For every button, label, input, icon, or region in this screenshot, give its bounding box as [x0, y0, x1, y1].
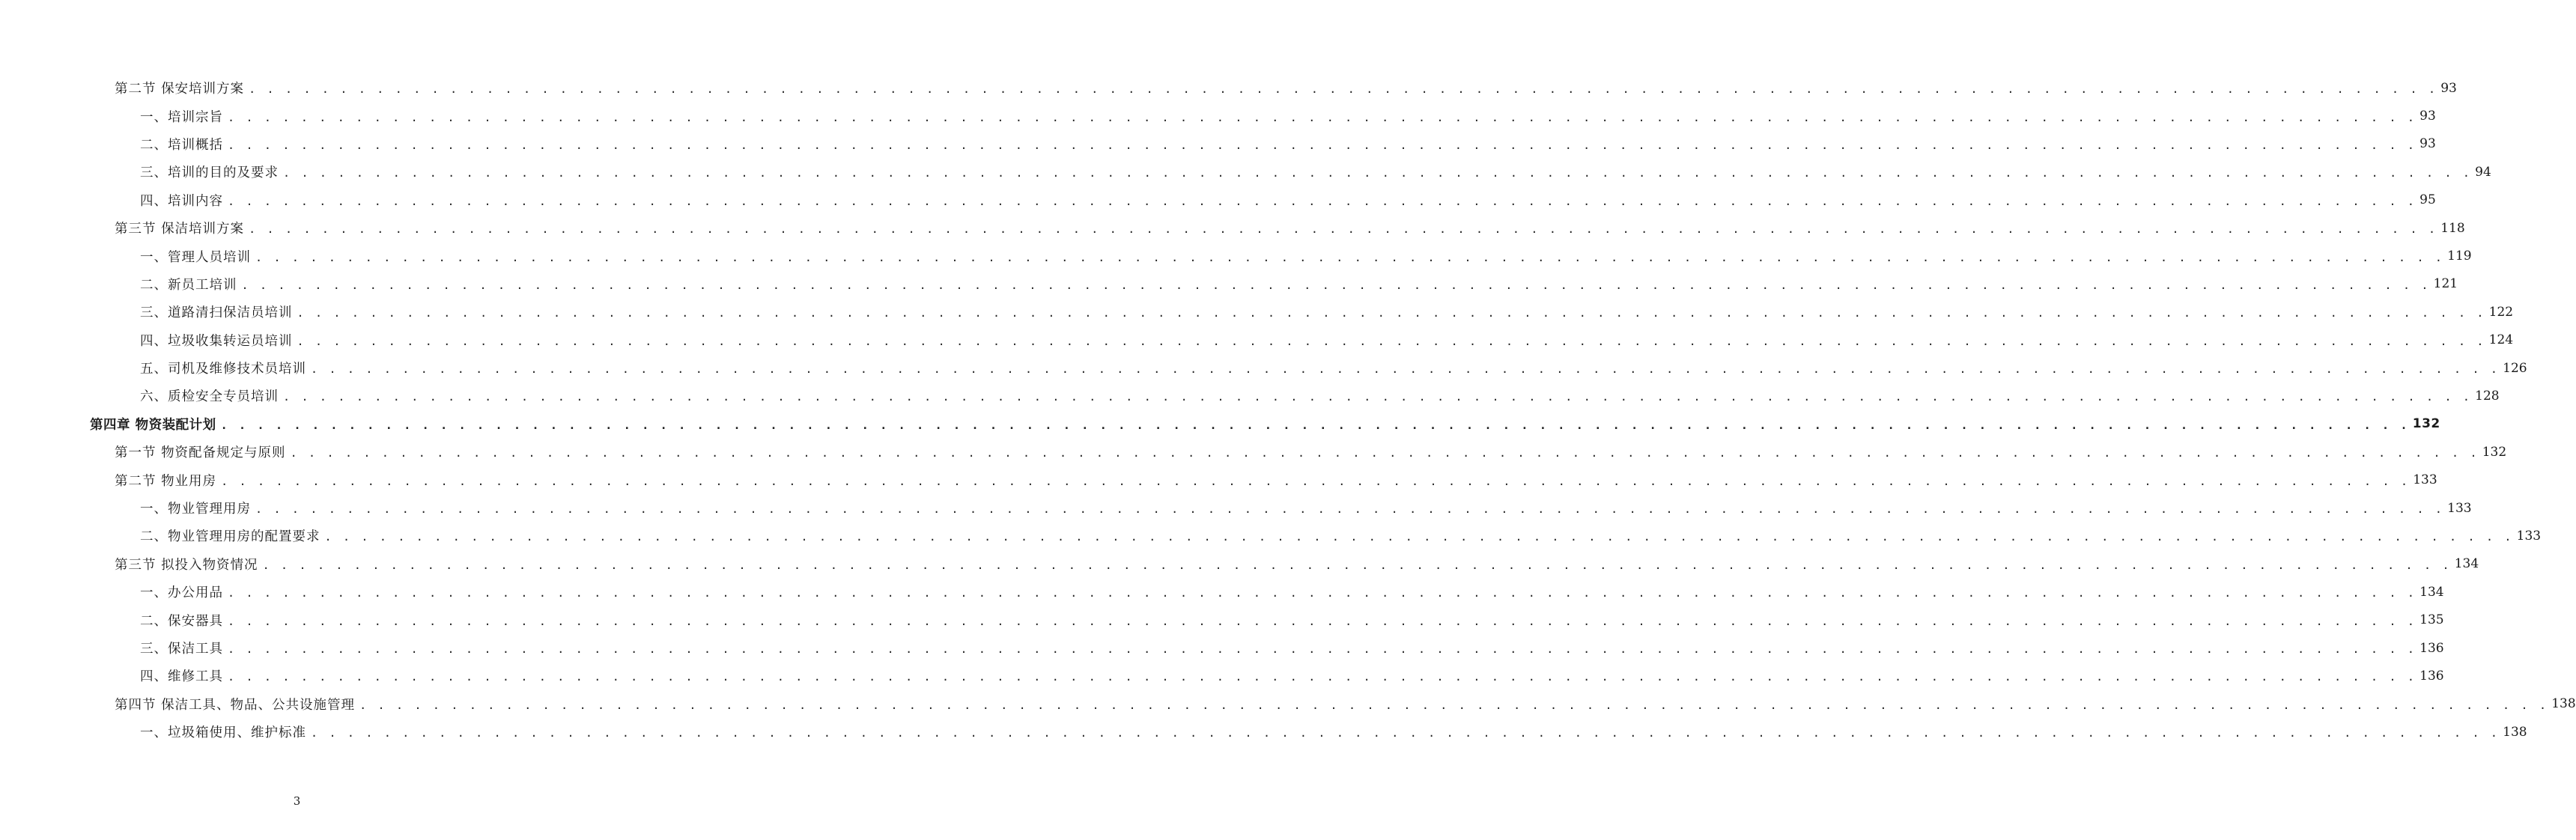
toc-entry-label: 二、物业管理用房的配置要求 — [140, 526, 325, 545]
toc-section-entry — [0, 438, 2507, 466]
toc-chapter-entry — [0, 410, 2440, 438]
toc-subsection-entry — [0, 662, 2444, 690]
toc-leader-dots: . . . . . . . . . . . . . . . . . . . . . . . . . . . . . . . . . . . . . . . . . . . . . . . . . . . . . . . . . . . . . . . . . . . . . . . . . . . . . . . . . . . . . . . . . . . . . . . . . . . . . . . . . . . . . . . . . . . . . . . . — [359, 698, 2549, 712]
toc-leader-dots: . . . . . . . . . . . . . . . . . . . . . . . . . . . . . . . . . . . . . . . . . . . . . . . . . . . . . . . . . . . . . . . . . . . . . . . . . . . . . . . . . . . . . . . . . . . . . . . . . . . . . . . . . . . . . . . . . . . . . . . . — [220, 418, 2410, 432]
toc-subsection-entry — [0, 158, 2491, 186]
toc-entry-page: 136 — [2419, 640, 2444, 656]
toc-subsection-entry — [0, 522, 2542, 550]
toc-entry-label: 一、办公用品 — [140, 582, 228, 601]
toc-entry-label: 第一节 物资配备规定与原则 — [115, 442, 291, 461]
toc-subsection-entry — [0, 718, 2527, 746]
toc-entry-page: 93 — [2419, 136, 2436, 152]
toc-section-entry — [0, 690, 2576, 718]
toc-leader-dots: . . . . . . . . . . . . . . . . . . . . . . . . . . . . . . . . . . . . . . . . . . . . . . . . . . . . . . . . . . . . . . . . . . . . . . . . . . . . . . . . . . . . . . . . . . . . . . . . . . . . . . . . . . . . . . . . . . . . . . . . — [228, 586, 2417, 600]
toc-entry-label: 四、维修工具 — [140, 666, 228, 685]
toc-entry-page: 134 — [2419, 584, 2444, 600]
toc-section-entry — [0, 74, 2457, 102]
toc-entry-label: 四、垃圾收集转运员培训 — [140, 331, 297, 350]
toc-entry-page: 133 — [2413, 472, 2437, 488]
toc-entry-label: 二、培训概括 — [140, 135, 228, 153]
toc-entry-label: 一、培训宗旨 — [140, 107, 228, 126]
toc-leader-dots: . . . . . . . . . . . . . . . . . . . . . . . . . . . . . . . . . . . . . . . . . . . . . . . . . . . . . . . . . . . . . . . . . . . . . . . . . . . . . . . . . . . . . . . . . . . . . . . . . . . . . . . . . . . . . . . . . . . . . . . . — [283, 166, 2473, 180]
toc-subsection-entry — [0, 186, 2436, 214]
toc-subsection-entry — [0, 634, 2444, 662]
toc-entry-label: 第二节 保安培训方案 — [115, 79, 249, 97]
toc-leader-dots: . . . . . . . . . . . . . . . . . . . . . . . . . . . . . . . . . . . . . . . . . . . . . . . . . . . . . . . . . . . . . . . . . . . . . . . . . . . . . . . . . . . . . . . . . . . . . . . . . . . . . . . . . . . . . . . . . . . . . . . . — [255, 250, 2445, 264]
toc-entry-page: 124 — [2488, 332, 2514, 348]
toc-leader-dots: . . . . . . . . . . . . . . . . . . . . . . . . . . . . . . . . . . . . . . . . . . . . . . . . . . . . . . . . . . . . . . . . . . . . . . . . . . . . . . . . . . . . . . . . . . . . . . . . . . . . . . . . . . . . . . . . . . . . . . . . — [283, 390, 2473, 404]
toc-leader-dots: . . . . . . . . . . . . . . . . . . . . . . . . . . . . . . . . . . . . . . . . . . . . . . . . . . . . . . . . . . . . . . . . . . . . . . . . . . . . . . . . . . . . . . . . . . . . . . . . . . . . . . . . . . . . . . . . . . . . . . . . — [228, 138, 2417, 152]
toc-leader-dots: . . . . . . . . . . . . . . . . . . . . . . . . . . . . . . . . . . . . . . . . . . . . . . . . . . . . . . . . . . . . . . . . . . . . . . . . . . . . . . . . . . . . . . . . . . . . . . . . . . . . . . . . . . . . . . . . . . . . . . . . — [228, 614, 2417, 628]
toc-entry-page: 94 — [2475, 164, 2491, 180]
toc-entry-page: 126 — [2503, 360, 2527, 376]
toc-subsection-entry — [0, 606, 2444, 633]
toc-leader-dots: . . . . . . . . . . . . . . . . . . . . . . . . . . . . . . . . . . . . . . . . . . . . . . . . . . . . . . . . . . . . . . . . . . . . . . . . . . . . . . . . . . . . . . . . . . . . . . . . . . . . . . . . . . . . . . . . . . . . . . . . — [262, 558, 2452, 572]
toc-leader-dots: . . . . . . . . . . . . . . . . . . . . . . . . . . . . . . . . . . . . . . . . . . . . . . . . . . . . . . . . . . . . . . . . . . . . . . . . . . . . . . . . . . . . . . . . . . . . . . . . . . . . . . . . . . . . . . . . . . . . . . . . — [324, 530, 2514, 544]
toc-subsection-entry — [0, 382, 2500, 410]
toc-entry-page: 118 — [2440, 220, 2465, 236]
toc-leader-dots: . . . . . . . . . . . . . . . . . . . . . . . . . . . . . . . . . . . . . . . . . . . . . . . . . . . . . . . . . . . . . . . . . . . . . . . . . . . . . . . . . . . . . . . . . . . . . . . . . . . . . . . . . . . . . . . . . . . . . . . . — [228, 642, 2417, 656]
toc-entry-page: 93 — [2419, 109, 2436, 124]
toc-entry-label: 二、新员工培训 — [140, 275, 242, 293]
table-of-contents — [0, 74, 2576, 746]
toc-entry-label: 二、保安器具 — [140, 611, 228, 630]
toc-entry-page: 122 — [2488, 304, 2514, 320]
toc-subsection-entry — [0, 578, 2444, 606]
toc-entry-label: 第四章 物资装配计划 — [90, 415, 221, 433]
toc-entry-label: 六、质检安全专员培训 — [140, 386, 283, 405]
toc-entry-page: 138 — [2503, 724, 2527, 740]
toc-section-entry — [0, 550, 2479, 578]
toc-leader-dots: . . . . . . . . . . . . . . . . . . . . . . . . . . . . . . . . . . . . . . . . . . . . . . . . . . . . . . . . . . . . . . . . . . . . . . . . . . . . . . . . . . . . . . . . . . . . . . . . . . . . . . . . . . . . . . . . . . . . . . . . — [249, 222, 2438, 237]
toc-entry-page: 93 — [2440, 80, 2457, 96]
toc-leader-dots: . . . . . . . . . . . . . . . . . . . . . . . . . . . . . . . . . . . . . . . . . . . . . . . . . . . . . . . . . . . . . . . . . . . . . . . . . . . . . . . . . . . . . . . . . . . . . . . . . . . . . . . . . . . . . . . . . . . . . . . . — [311, 362, 2500, 377]
toc-leader-dots: . . . . . . . . . . . . . . . . . . . . . . . . . . . . . . . . . . . . . . . . . . . . . . . . . . . . . . . . . . . . . . . . . . . . . . . . . . . . . . . . . . . . . . . . . . . . . . . . . . . . . . . . . . . . . . . . . . . . . . . . — [290, 446, 2479, 460]
toc-leader-dots: . . . . . . . . . . . . . . . . . . . . . . . . . . . . . . . . . . . . . . . . . . . . . . . . . . . . . . . . . . . . . . . . . . . . . . . . . . . . . . . . . . . . . . . . . . . . . . . . . . . . . . . . . . . . . . . . . . . . . . . . — [241, 278, 2431, 292]
toc-entry-label: 五、司机及维修技术员培训 — [140, 359, 311, 377]
toc-subsection-entry — [0, 130, 2436, 158]
toc-leader-dots: . . . . . . . . . . . . . . . . . . . . . . . . . . . . . . . . . . . . . . . . . . . . . . . . . . . . . . . . . . . . . . . . . . . . . . . . . . . . . . . . . . . . . . . . . . . . . . . . . . . . . . . . . . . . . . . . . . . . . . . . — [221, 474, 2411, 488]
toc-entry-page: 132 — [2412, 416, 2440, 432]
toc-entry-page: 133 — [2516, 528, 2542, 544]
toc-entry-page: 138 — [2551, 696, 2576, 712]
toc-entry-page: 134 — [2454, 556, 2479, 572]
toc-subsection-entry — [0, 270, 2458, 298]
toc-leader-dots: . . . . . . . . . . . . . . . . . . . . . . . . . . . . . . . . . . . . . . . . . . . . . . . . . . . . . . . . . . . . . . . . . . . . . . . . . . . . . . . . . . . . . . . . . . . . . . . . . . . . . . . . . . . . . . . . . . . . . . . . — [249, 82, 2438, 97]
toc-entry-label: 一、管理人员培训 — [140, 247, 255, 266]
toc-leader-dots: . . . . . . . . . . . . . . . . . . . . . . . . . . . . . . . . . . . . . . . . . . . . . . . . . . . . . . . . . . . . . . . . . . . . . . . . . . . . . . . . . . . . . . . . . . . . . . . . . . . . . . . . . . . . . . . . . . . . . . . . — [311, 726, 2500, 740]
toc-entry-label: 第四节 保洁工具、物品、公共设施管理 — [115, 695, 359, 713]
toc-entry-page: 132 — [2482, 444, 2507, 460]
toc-leader-dots: . . . . . . . . . . . . . . . . . . . . . . . . . . . . . . . . . . . . . . . . . . . . . . . . . . . . . . . . . . . . . . . . . . . . . . . . . . . . . . . . . . . . . . . . . . . . . . . . . . . . . . . . . . . . . . . . . . . . . . . . — [255, 502, 2445, 517]
toc-entry-label: 一、垃圾箱使用、维护标准 — [140, 722, 311, 741]
toc-leader-dots: . . . . . . . . . . . . . . . . . . . . . . . . . . . . . . . . . . . . . . . . . . . . . . . . . . . . . . . . . . . . . . . . . . . . . . . . . . . . . . . . . . . . . . . . . . . . . . . . . . . . . . . . . . . . . . . . . . . . . . . . — [297, 334, 2486, 348]
toc-subsection-entry — [0, 354, 2527, 382]
toc-entry-page: 128 — [2475, 388, 2500, 404]
toc-section-entry — [0, 466, 2437, 493]
toc-entry-label: 一、物业管理用房 — [140, 499, 255, 517]
toc-subsection-entry — [0, 326, 2514, 354]
toc-subsection-entry — [0, 242, 2472, 270]
toc-entry-page: 136 — [2419, 668, 2444, 684]
toc-leader-dots: . . . . . . . . . . . . . . . . . . . . . . . . . . . . . . . . . . . . . . . . . . . . . . . . . . . . . . . . . . . . . . . . . . . . . . . . . . . . . . . . . . . . . . . . . . . . . . . . . . . . . . . . . . . . . . . . . . . . . . . . — [228, 670, 2417, 684]
toc-leader-dots: . . . . . . . . . . . . . . . . . . . . . . . . . . . . . . . . . . . . . . . . . . . . . . . . . . . . . . . . . . . . . . . . . . . . . . . . . . . . . . . . . . . . . . . . . . . . . . . . . . . . . . . . . . . . . . . . . . . . . . . . — [297, 306, 2486, 320]
toc-entry-label: 第三节 保洁培训方案 — [115, 219, 249, 237]
toc-subsection-entry — [0, 494, 2472, 522]
toc-section-entry — [0, 214, 2465, 242]
toc-entry-label: 四、培训内容 — [140, 191, 228, 210]
toc-leader-dots: . . . . . . . . . . . . . . . . . . . . . . . . . . . . . . . . . . . . . . . . . . . . . . . . . . . . . . . . . . . . . . . . . . . . . . . . . . . . . . . . . . . . . . . . . . . . . . . . . . . . . . . . . . . . . . . . . . . . . . . . — [228, 110, 2417, 124]
toc-entry-label: 第三节 拟投入物资情况 — [115, 555, 263, 573]
toc-entry-page: 121 — [2433, 276, 2458, 292]
toc-entry-label: 第二节 物业用房 — [115, 471, 221, 490]
toc-leader-dots: . . . . . . . . . . . . . . . . . . . . . . . . . . . . . . . . . . . . . . . . . . . . . . . . . . . . . . . . . . . . . . . . . . . . . . . . . . . . . . . . . . . . . . . . . . . . . . . . . . . . . . . . . . . . . . . . . . . . . . . . — [228, 194, 2417, 208]
toc-entry-page: 135 — [2419, 612, 2444, 628]
toc-entry-label: 三、保洁工具 — [140, 639, 228, 657]
toc-entry-label: 三、培训的目的及要求 — [140, 162, 283, 181]
toc-entry-page: 119 — [2447, 249, 2472, 264]
toc-subsection-entry — [0, 298, 2514, 326]
toc-subsection-entry — [0, 102, 2436, 130]
page-number: 3 — [293, 794, 301, 808]
toc-entry-label: 三、道路清扫保洁员培训 — [140, 302, 297, 321]
toc-entry-page: 133 — [2447, 500, 2472, 516]
toc-entry-page: 95 — [2419, 192, 2436, 208]
